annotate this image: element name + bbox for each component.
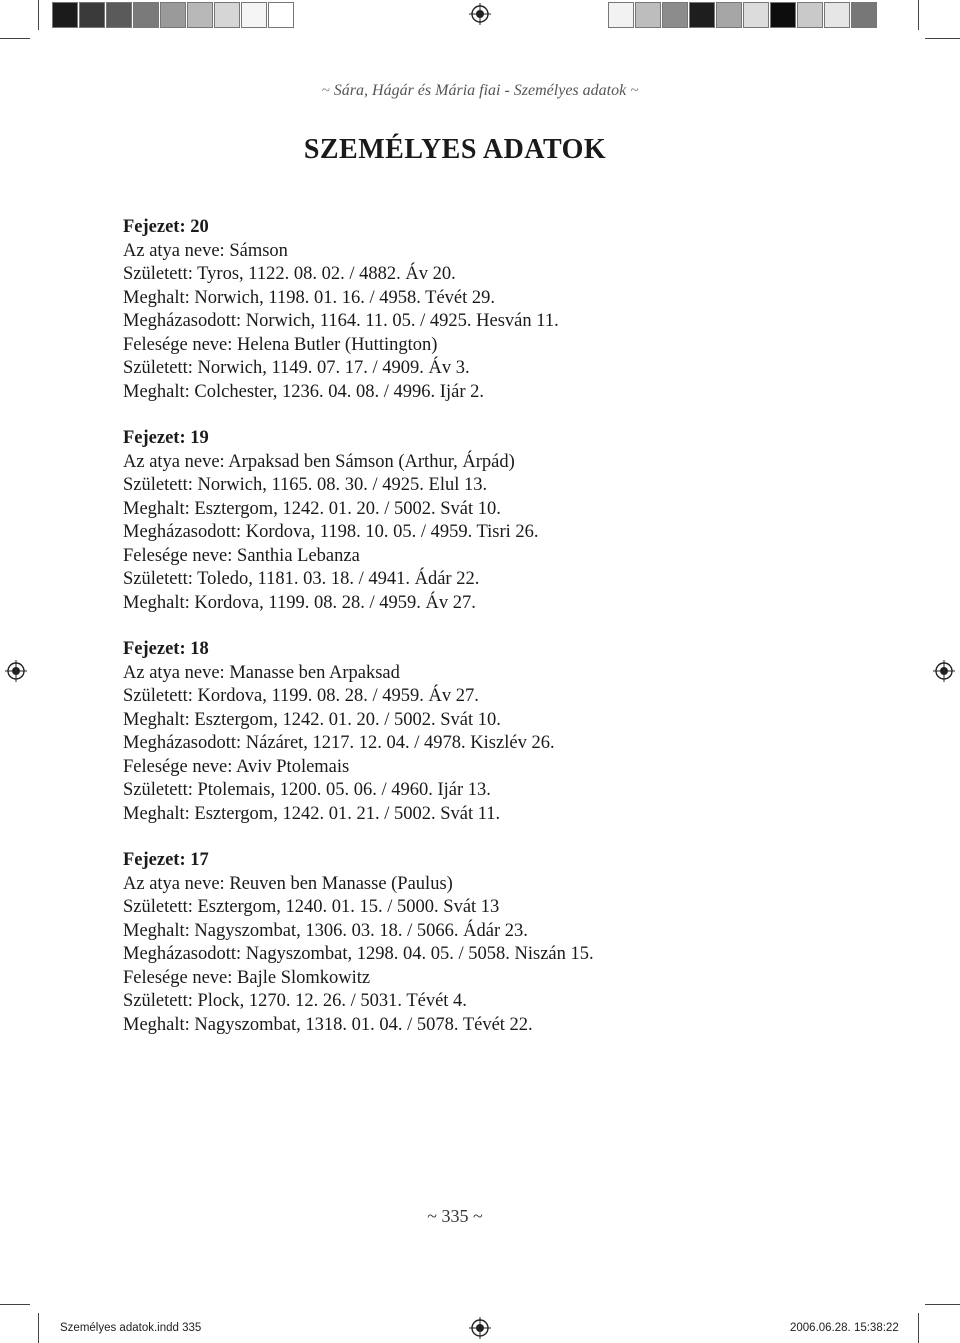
color-swatch <box>268 2 294 28</box>
chapter-line: Az atya neve: Sámson <box>123 240 288 261</box>
chapter-line: Felesége neve: Santhia Lebanza <box>123 545 360 566</box>
ornament-left-icon: ~ <box>321 83 330 99</box>
color-bar-right <box>608 2 878 28</box>
chapter-line: Meghalt: Nagyszombat, 1306. 03. 18. / 5066. Ádár 23. <box>123 920 528 941</box>
chapter-line: Az atya neve: Arpaksad ben Sámson (Arthur, Árpád) <box>123 451 515 472</box>
chapter-line: Felesége neve: Helena Butler (Huttington) <box>123 334 438 355</box>
chapter-line: Született: Ptolemais, 1200. 05. 06. / 4960. Ijár 13. <box>123 780 491 800</box>
chapter-line: Meghalt: Colchester, 1236. 04. 08. / 4996. Ijár 2. <box>123 381 484 402</box>
chapter-line: Meghalt: Esztergom, 1242. 01. 21. / 5002. Svát 11. <box>123 803 501 824</box>
color-swatch <box>241 2 267 28</box>
registration-mark-icon <box>5 660 27 682</box>
chapter-line: Született: Plock, 1270. 12. 26. / 5031. Tévét 4. <box>123 991 467 1011</box>
chapter-line: Megházasodott: Názáret, 1217. 12. 04. / 4978. Kiszlév 26. <box>123 733 555 753</box>
crop-mark <box>0 1304 30 1305</box>
chapter-line: Meghalt: Nagyszombat, 1318. 01. 04. / 5078. Tévét 22. <box>123 1014 533 1035</box>
running-title: Sára, Hágár és Mária fiai - Személyes adatok <box>333 82 627 99</box>
color-swatch <box>797 2 823 28</box>
registration-mark-icon <box>933 660 955 682</box>
crop-mark <box>38 1313 39 1343</box>
chapter-title: Fejezet: 17 <box>123 850 209 870</box>
chapter-line: Született: Kordova, 1199. 08. 28. / 4959. Áv 27. <box>123 686 479 706</box>
color-swatch <box>743 2 769 28</box>
chapter-list <box>123 216 883 1060</box>
page-number: 335 <box>441 1206 469 1226</box>
ornament-left-icon: ~ <box>427 1206 437 1226</box>
color-swatch <box>133 2 159 28</box>
color-swatch <box>824 2 850 28</box>
chapter-line: Született: Norwich, 1165. 08. 30. / 4925. Elul 13. <box>123 475 488 495</box>
ornament-right-icon: ~ <box>473 1206 483 1226</box>
color-swatch <box>770 2 796 28</box>
footer-timestamp: 2006.06.28. 15:38:22 <box>790 1322 899 1334</box>
color-swatch <box>187 2 213 28</box>
ornament-right-icon: ~ <box>630 83 639 99</box>
chapter-line: Meghalt: Esztergom, 1242. 01. 20. / 5002. Svát 10. <box>123 709 501 730</box>
chapter-line: Felesége neve: Aviv Ptolemais <box>123 756 350 777</box>
chapter-line: Született: Norwich, 1149. 07. 17. / 4909. Áv 3. <box>123 358 470 378</box>
color-swatch <box>851 2 877 28</box>
chapter-line: Megházasodott: Norwich, 1164. 11. 05. / 4925. Hesván 11. <box>123 311 559 331</box>
registration-mark-icon <box>469 1317 491 1339</box>
chapter-line: Meghalt: Esztergom, 1242. 01. 20. / 5002. Svát 10. <box>123 498 501 519</box>
crop-mark <box>925 1304 960 1305</box>
color-swatch <box>52 2 78 28</box>
color-swatch <box>160 2 186 28</box>
page-number-block <box>0 1206 910 1227</box>
color-swatch <box>716 2 742 28</box>
chapter-line: Született: Tyros, 1122. 08. 02. / 4882. Áv 20. <box>123 264 456 284</box>
chapter-block <box>123 638 883 826</box>
crop-mark <box>0 38 30 39</box>
color-swatch <box>662 2 688 28</box>
color-swatch <box>635 2 661 28</box>
crop-mark <box>38 0 39 30</box>
chapter-block <box>123 216 883 404</box>
color-bar-left <box>52 2 295 28</box>
registration-mark-icon <box>469 3 491 25</box>
color-swatch <box>106 2 132 28</box>
crop-mark <box>918 1313 919 1343</box>
crop-mark <box>918 0 919 30</box>
chapter-line: Született: Esztergom, 1240. 01. 15. / 5000. Svát 13 <box>123 897 500 917</box>
chapter-line: Meghalt: Kordova, 1199. 08. 28. / 4959. Áv 27. <box>123 592 476 613</box>
running-header <box>0 82 960 100</box>
color-swatch <box>214 2 240 28</box>
crop-mark <box>925 38 960 39</box>
chapter-title: Fejezet: 20 <box>123 217 209 237</box>
chapter-title: Fejezet: 19 <box>123 428 209 448</box>
chapter-line: Született: Toledo, 1181. 03. 18. / 4941. Ádár 22. <box>123 569 480 589</box>
chapter-block <box>123 427 883 615</box>
chapter-line: Az atya neve: Manasse ben Arpaksad <box>123 662 400 683</box>
chapter-line: Az atya neve: Reuven ben Manasse (Paulus) <box>123 873 453 894</box>
color-swatch <box>608 2 634 28</box>
chapter-line: Megházasodott: Nagyszombat, 1298. 04. 05. / 5058. Niszán 15. <box>123 944 594 964</box>
chapter-line: Megházasodott: Kordova, 1198. 10. 05. / 4959. Tisri 26. <box>123 522 539 542</box>
page-title: SZEMÉLYES ADATOK <box>303 134 607 165</box>
color-swatch <box>689 2 715 28</box>
chapter-block <box>123 849 883 1037</box>
chapter-line: Felesége neve: Bajle Slomkowitz <box>123 967 371 988</box>
footer-file-name: Személyes adatok.indd 335 <box>60 1322 202 1334</box>
chapter-line: Meghalt: Norwich, 1198. 01. 16. / 4958. Tévét 29. <box>123 287 496 308</box>
color-swatch <box>79 2 105 28</box>
chapter-title: Fejezet: 18 <box>123 639 209 659</box>
